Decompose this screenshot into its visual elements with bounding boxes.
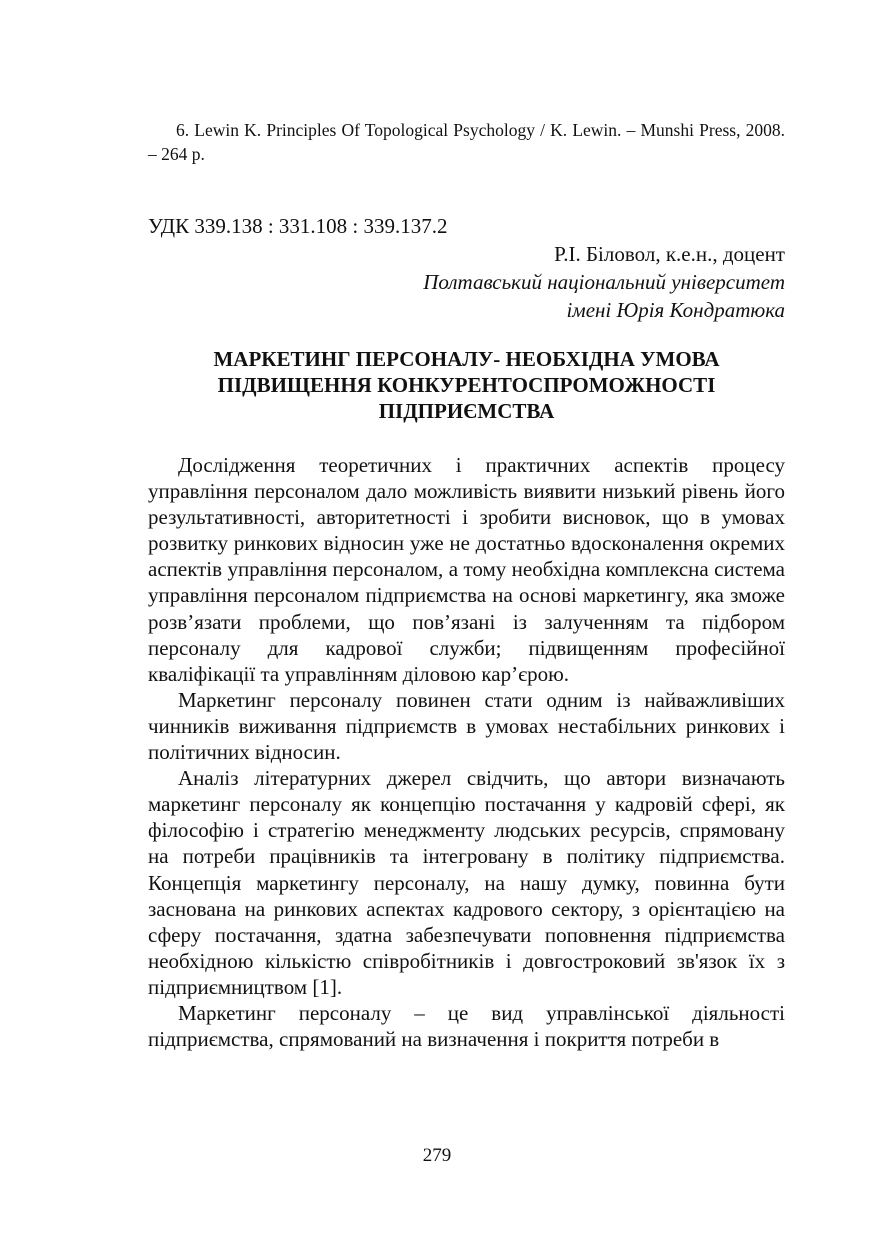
author-name: Р.І. Біловол, к.е.н., доцент bbox=[554, 242, 785, 266]
title-line-1: МАРКЕТИНГ ПЕРСОНАЛУ- НЕОБХІДНА УМОВА bbox=[213, 347, 720, 371]
institution-line-2: імені Юрія Кондратюка bbox=[566, 298, 785, 322]
title-line-2: ПІДВИЩЕННЯ КОНКУРЕНТОСПРОМОЖНОСТІ bbox=[217, 373, 716, 397]
article-title bbox=[148, 346, 785, 424]
institution-line-1: Полтавський національний університет bbox=[423, 270, 785, 294]
paragraph-4: Маркетинг персоналу – це вид управлінської діяльності підприємства, спрямований на визначення і покриття потреби в bbox=[148, 1000, 785, 1052]
page-number: 279 bbox=[422, 1145, 452, 1166]
title-line-3: ПІДПРИЄМСТВА bbox=[378, 399, 555, 423]
reference-entry: 6. Lewin K. Principles Of Topological Psychology / K. Lewin. – Munshi Press, 2008. – 264 p. bbox=[148, 120, 785, 164]
paragraph-2: Маркетинг персоналу повинен стати одним із найважливіших чинників виживання підприємств в умовах нестабільних ринкових і політичних відносин. bbox=[148, 687, 785, 765]
article-body bbox=[148, 452, 785, 1052]
paragraph-3: Аналіз літературних джерел свідчить, що автори визначають маркетинг персоналу як концепцію постачання у кадровій сфері, як філософію і стратегію менеджменту людських ресурсів, спрямовану на потреби працівників та інтегровану в політику підприємства. Концепція маркетингу персоналу, на нашу думку, повинна бути заснована на ринкових аспектах кадрового сектору, з орієнтацією на сферу постачання, здатна забезпечувати поповнення підприємства необхідною кількістю співробітників і довгостроковий зв'язок їх з підприємництвом [1]. bbox=[148, 766, 785, 999]
paragraph-1: Дослідження теоретичних і практичних аспектів процесу управління персоналом дало можливість виявити низький рівень його результативності, авторитетності і зробити висновок, що в умовах розвитку ринкових відносин уже не достатньо вдосконалення окремих аспектів управління персоналом, а тому необхідна комплексна система управління персоналом підприємства на основі маркетингу, яка зможе розв’язати проблеми, що пов’язані із залученням та підбором персоналу для кадрової служби; підвищенням професійної кваліфікації та управлінням діловою кар’єрою. bbox=[148, 453, 785, 686]
author-block bbox=[148, 240, 785, 324]
udk-code: УДК 339.138 : 331.108 : 339.137.2 bbox=[148, 214, 448, 238]
